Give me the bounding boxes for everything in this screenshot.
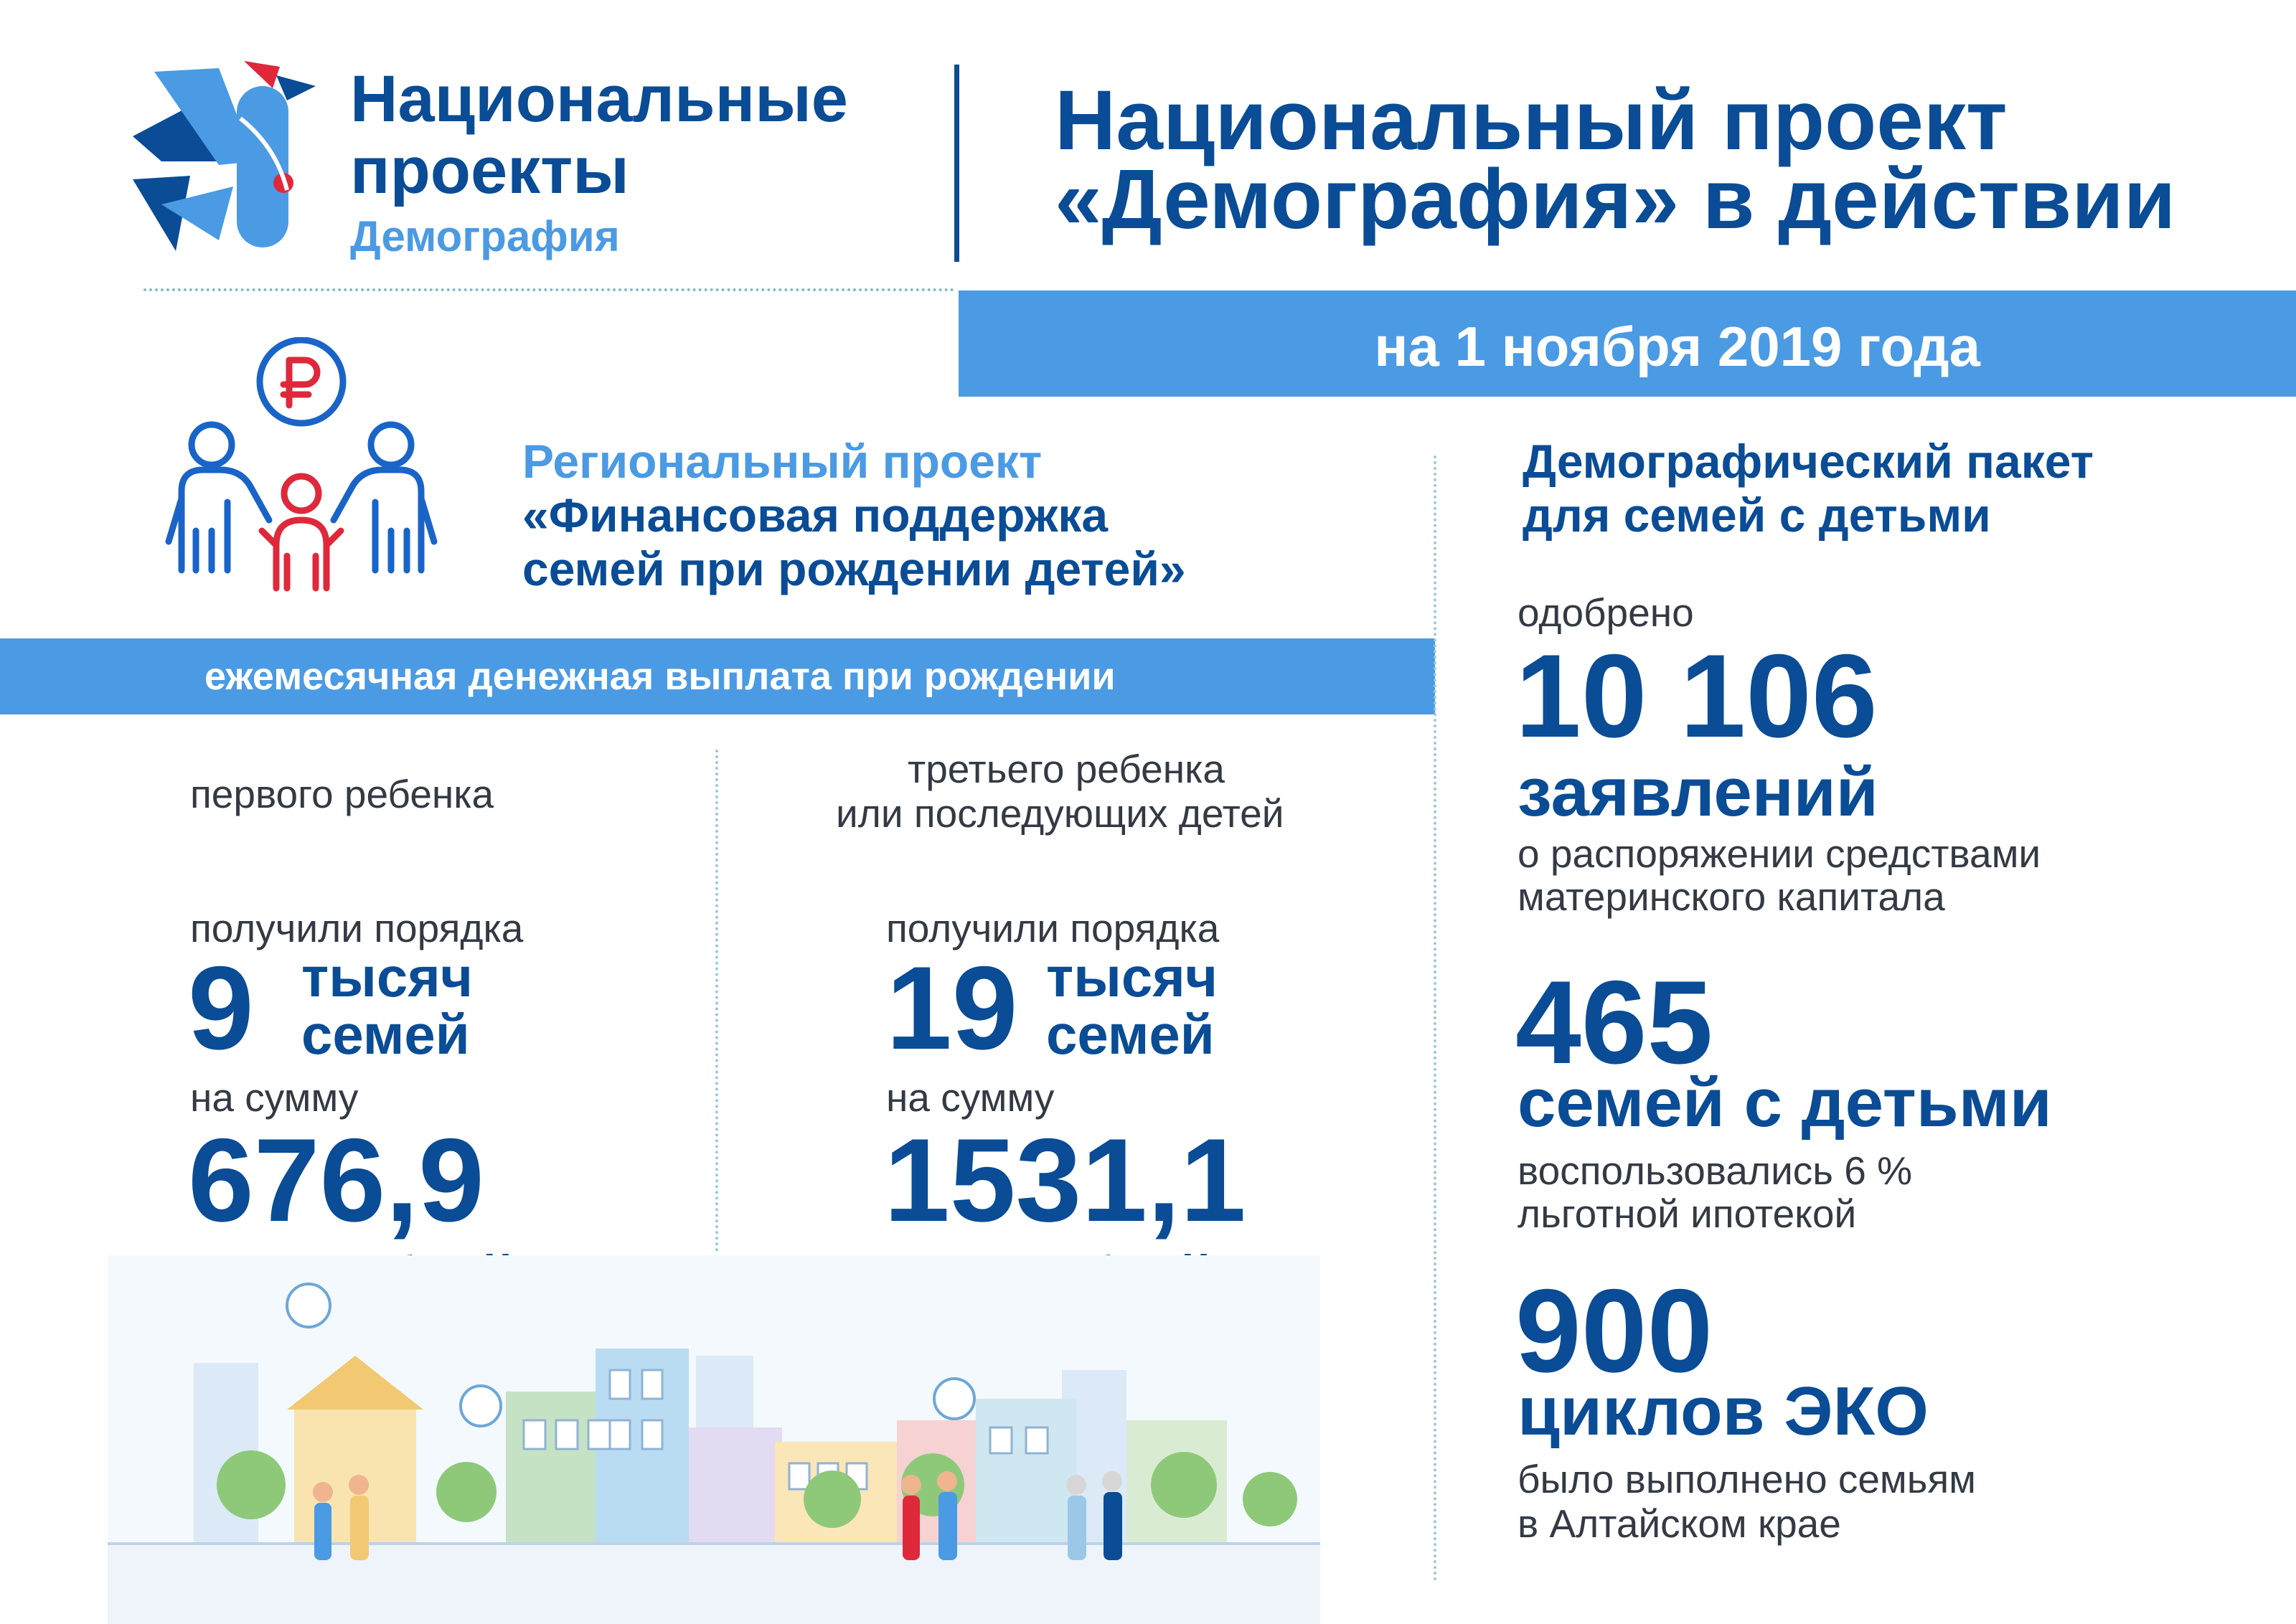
logo-subtitle: Демография xyxy=(350,212,620,260)
family-ruble-icon xyxy=(161,337,441,603)
families-desc-line2: льготной ипотекой xyxy=(1518,1191,1857,1236)
demographic-package-title-line2: для семей с детьми xyxy=(1523,488,1991,542)
header-dotted-separator xyxy=(144,288,954,291)
first-child-sum-label: на сумму xyxy=(190,1075,359,1120)
third-child-unit-line1: тысяч xyxy=(1046,945,1218,1009)
third-child-sum: 1531,1 xyxy=(884,1114,1246,1246)
logo-title-line1: Национальные xyxy=(350,62,848,136)
applications-desc-line1: о распоряжении средствами xyxy=(1518,831,2041,876)
demographic-package-title-line1: Демографический пакет xyxy=(1523,435,2094,488)
families-unit: семей с детьми xyxy=(1518,1064,2052,1141)
eco-desc-line1: было выполнено семьям xyxy=(1518,1457,1976,1501)
applications-desc-line2: материнского капитала xyxy=(1518,874,1945,919)
third-child-count: 19 xyxy=(886,942,1018,1074)
third-child-received-label: получили порядка xyxy=(886,906,1220,950)
third-child-heading-line2: или последующих детей xyxy=(836,791,1284,836)
first-child-received-label: получили порядка xyxy=(190,906,524,950)
first-child-sum: 676,9 xyxy=(188,1114,484,1246)
first-child-unit-line1: тысяч xyxy=(301,945,473,1009)
eco-count: 900 xyxy=(1515,1265,1713,1397)
first-child-heading: первого ребенка xyxy=(190,772,494,816)
regional-project-title-line1: «Финансовая поддержка xyxy=(522,488,1109,542)
page-title-line1: Национальный проект xyxy=(1055,73,2008,168)
approved-label: одобрено xyxy=(1518,590,1694,635)
date-label: на 1 ноября 2019 года xyxy=(1374,315,1980,378)
eco-desc-line2: в Алтайском крае xyxy=(1518,1501,1841,1546)
families-count: 465 xyxy=(1515,956,1713,1088)
column-divider xyxy=(715,750,718,1252)
applications-count: 10 106 xyxy=(1515,630,1878,762)
third-child-heading-line1: третьего ребенка xyxy=(908,747,1225,791)
first-child-unit-line2: семей xyxy=(301,1003,470,1066)
city-illustration xyxy=(108,1255,1320,1624)
first-child-count: 9 xyxy=(188,942,254,1074)
national-projects-logo-icon xyxy=(133,61,326,251)
families-desc-line1: воспользовались 6 % xyxy=(1518,1148,1912,1193)
eco-unit: циклов ЭКО xyxy=(1518,1373,1929,1450)
header-divider xyxy=(954,65,959,262)
regional-project-title-line2: семей при рождении детей» xyxy=(522,542,1186,595)
page-title-line2: «Демография» в действии xyxy=(1055,152,2176,247)
right-column-divider xyxy=(1434,455,1436,1582)
third-child-sum-label: на сумму xyxy=(886,1075,1055,1120)
third-child-unit-line2: семей xyxy=(1046,1003,1215,1066)
logo-title-line2: проекты xyxy=(350,134,629,207)
payment-banner-label: ежемесячная денежная выплата при рождении xyxy=(204,655,1116,698)
applications-unit: заявлений xyxy=(1518,754,1878,831)
regional-project-label: Региональный проект xyxy=(522,435,1043,488)
